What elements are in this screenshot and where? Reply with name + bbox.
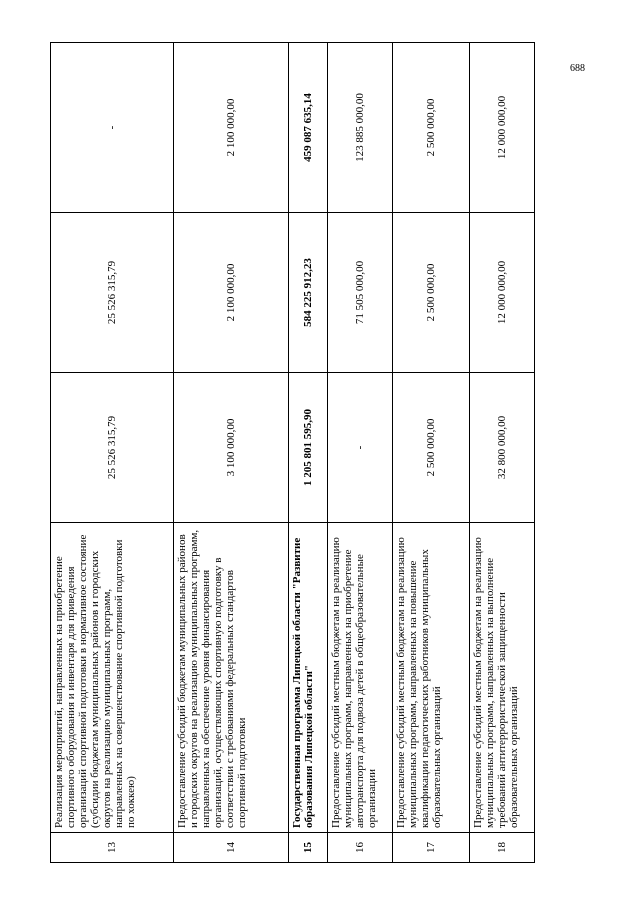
row-value-3: 2 500 000,00: [393, 43, 470, 213]
table-row: [393, 43, 470, 863]
table-row: [470, 43, 535, 863]
table-row: [328, 43, 393, 863]
rotated-page: [50, 43, 585, 863]
row-value-2: 12 000 000,00: [470, 213, 535, 373]
row-value-1: 2 500 000,00: [393, 373, 470, 523]
row-number: 16: [328, 833, 393, 863]
table-row: [174, 43, 289, 863]
row-value-1: 3 100 000,00: [174, 373, 289, 523]
table-row: [289, 43, 328, 863]
row-value-3: 459 087 635,14: [289, 43, 328, 213]
row-value-3: -: [51, 43, 174, 213]
row-number: 13: [51, 833, 174, 863]
row-number: 14: [174, 833, 289, 863]
budget-table: [50, 42, 535, 863]
page-number: 688: [570, 63, 585, 74]
row-value-2: 71 505 000,00: [328, 213, 393, 373]
row-value-3: 2 100 000,00: [174, 43, 289, 213]
row-name: Предоставление субсидий местным бюджетам на реализацию муниципальных программ, направленных на выполнение требований антитеррористической защищенности образовательных организаций: [470, 523, 535, 833]
row-number: 15: [289, 833, 328, 863]
row-value-2: 25 526 315,79: [51, 213, 174, 373]
table-row: [51, 43, 174, 863]
row-value-3: 12 000 000,00: [470, 43, 535, 213]
row-value-1: -: [328, 373, 393, 523]
row-value-2: 2 500 000,00: [393, 213, 470, 373]
row-value-1: 32 800 000,00: [470, 373, 535, 523]
row-value-1: 1 205 801 595,90: [289, 373, 328, 523]
row-name: Предоставление субсидий бюджетам муниципальных районов и городских округов на реализацию муниципальных программ, направленных на обеспечение уровня финансирования организаций, осуществляющих спортивную подготовку в соответствии с требованиями федеральных стандартов спортивной подготовки: [174, 523, 289, 833]
row-value-3: 123 885 000,00: [328, 43, 393, 213]
row-value-1: 25 526 315,79: [51, 373, 174, 523]
row-name: Предоставление субсидий местным бюджетам на реализацию муниципальных программ, направленных на повышение квалификации педагогических работников муниципальных образовательных организаций: [393, 523, 470, 833]
row-number: 17: [393, 833, 470, 863]
row-name: Реализация мероприятий, направленных на приобретение спортивного оборудования и инвентаря для приведения организаций спортивной подготовки в нормативное состояние (субсидии бюджетам муниципальных районов и городских округов на реализацию муниципальных программ, направленных на совершенствование спортивной подготовки по хоккею): [51, 523, 174, 833]
row-number: 18: [470, 833, 535, 863]
row-value-2: 2 100 000,00: [174, 213, 289, 373]
row-name: Предоставление субсидий местным бюджетам на реализацию муниципальных программ, направленных на приобретение автотранспорта для подвоза детей в общеобразовательные организации: [328, 523, 393, 833]
row-name: Государственная программа Липецкой области "Развитие образования Липецкой области": [289, 523, 328, 833]
row-value-2: 584 225 912,23: [289, 213, 328, 373]
